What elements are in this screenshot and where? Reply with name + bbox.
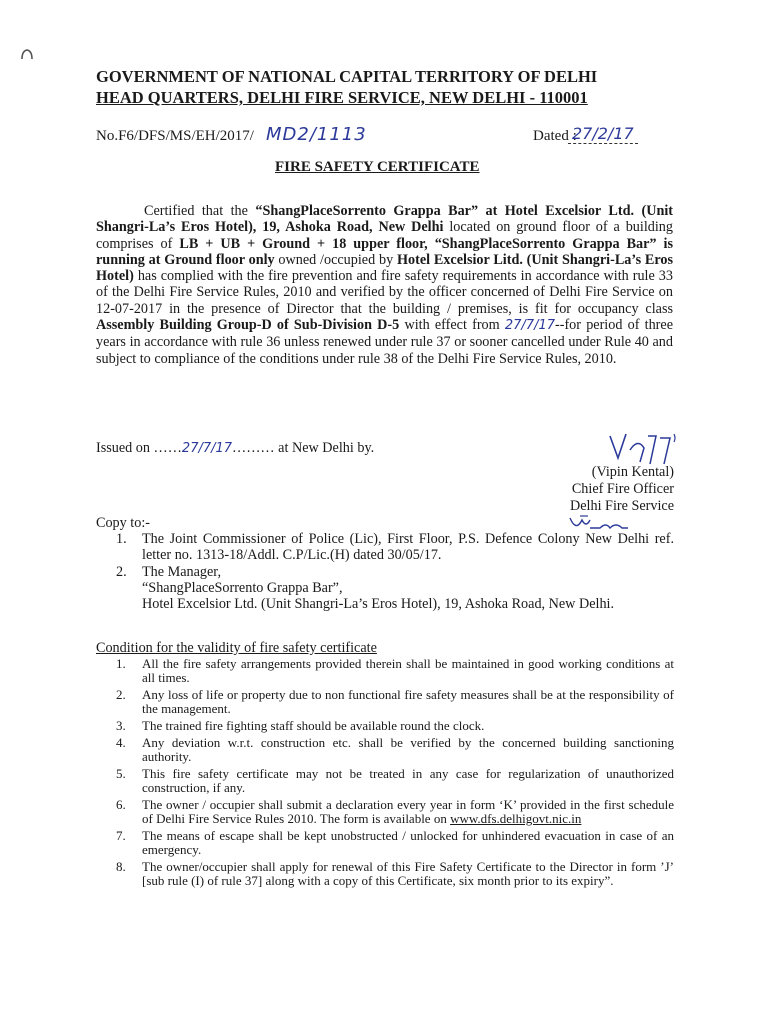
certificate-body (96, 203, 673, 367)
body-bold: LB + UB + Ground + 18 upper floor, “ShangPlaceSorrento Grappa Bar” is running at Ground floor only (96, 235, 673, 268)
letterhead (96, 66, 676, 108)
conditions-heading: Condition for the validity of fire safety certificate (96, 640, 377, 656)
list-text: Any loss of life or property due to non functional fire safety measures shall be at the responsibility of the management. (142, 687, 674, 717)
conditions-list (96, 657, 674, 891)
list-item (96, 767, 674, 796)
list-item (96, 829, 674, 858)
list-item (96, 531, 674, 564)
issued-suffix: ……… at New Delhi by. (232, 440, 375, 456)
copy-to-list (96, 531, 674, 612)
body-text: Certified that the (144, 203, 256, 219)
list-item (96, 688, 674, 717)
dated-handwritten: 27/2/17 (568, 124, 638, 144)
issued-prefix: Issued on …… (96, 440, 182, 456)
list-text: “ShangPlaceSorrento Grappa Bar”, (142, 579, 343, 596)
list-number: 4. (116, 734, 126, 750)
body-bold: “ShangPlaceSorrento Grappa Bar” at Hotel Excelsior Ltd. (Unit Shangri-La’s Eros Hotel), 19, Ashoka Road, New Delhi (96, 203, 673, 236)
list-item (96, 860, 674, 889)
issued-line (96, 440, 374, 457)
signatory-name: (Vipin Kental) (591, 464, 674, 480)
body-text: --for period of three years in accordance with rule 36 unless renewed under rule 37 or sooner cancelled under Rule 40 and subject to compliance of the conditions under rule 38 of the Delhi Fire Service Rules, 2010. (96, 317, 673, 367)
list-text: This fire safety certificate may not be treated in any case for regularization of unauthorized construction, if any. (142, 765, 674, 795)
dfs-website-link[interactable]: www.dfs.delhigovt.nic.in (450, 811, 582, 826)
list-item (96, 736, 674, 765)
list-number: 8. (116, 858, 126, 874)
list-number: 2. (116, 563, 127, 580)
dated-label: Dated : (533, 128, 577, 144)
list-item (96, 719, 674, 733)
list-number: 1. (116, 656, 126, 671)
body-bold: Hotel Excelsior Litd. (Unit Shangri-La’s Eros Hotel) (96, 251, 674, 285)
list-text: Any deviation w.r.t. construction etc. shall be verified by the concerned building sanctioning authority. (142, 734, 674, 764)
signatory-department: Delhi Fire Service (569, 498, 674, 514)
signatory-designation: Chief Fire Officer (571, 481, 674, 497)
document-title: FIRE SAFETY CERTIFICATE (275, 159, 480, 175)
reference-row (96, 124, 676, 150)
list-number: 3. (116, 718, 126, 733)
punch-hole-icon (20, 48, 34, 62)
reference-number-handwritten: MD2/1113 (266, 124, 367, 145)
list-number: 1. (116, 531, 127, 547)
list-text: The Joint Commissioner of Police (Lic), First Floor, P.S. Defence Colony New Delhi ref. letter no. 1313-18/Addl. C.P/Lic.(H) dated 30/05/17. (142, 531, 674, 564)
list-number: 6. (116, 796, 126, 812)
list-text: The trained fire fighting staff should be available round the clock. (142, 718, 485, 733)
list-number: 2. (116, 687, 126, 702)
issued-date-handwritten: 27/7/17 (181, 441, 233, 456)
body-text: located on ground floor of a building comprises of (96, 219, 673, 252)
reference-number: No.F6/DFS/MS/EH/2017/ (96, 128, 254, 144)
signatory-block (540, 464, 674, 515)
list-text: The owner / occupier shall submit a declaration every year in form ‘K’ provided in the first schedule of Delhi Fire Service Rules 2010. The form is available on (142, 796, 674, 826)
list-text: The means of escape shall be kept unobstructed / unlocked for unhindered evacuation in case of an emergency. (142, 827, 674, 857)
list-number: 7. (116, 827, 126, 843)
list-text: The owner/occupier shall apply for renewal of this Fire Safety Certificate to the Director in form ’J’ [sub rule (I) of rule 37] along with a copy of this Certificate, six month prior to its expiry”. (142, 858, 674, 888)
list-item (96, 564, 674, 613)
list-item (96, 798, 674, 827)
list-number: 5. (116, 765, 126, 781)
body-text: owned /occupied by (274, 251, 397, 268)
body-text: with effect from (399, 317, 505, 334)
list-item (96, 657, 674, 686)
body-text: has complied with the fire prevention and fire safety requirements in accordance with rule 33 of the Delhi Fire Service Rules, 2010 and verified by the officer concerned of Delhi Fire Service on 12-07-2017 in the presence of Director that the building / premises, is fit for occupancy class (96, 268, 673, 317)
effective-date-handwritten: 27/7/17 (504, 318, 555, 334)
copy-to-heading: Copy to:- (96, 515, 150, 531)
list-text: Hotel Excelsior Ltd. (Unit Shangri-La’s Eros Hotel), 19, Ashoka Road, New Delhi. (142, 596, 615, 613)
list-text: The Manager, (142, 563, 222, 580)
letterhead-office: HEAD QUARTERS, DELHI FIRE SERVICE, NEW DELHI - 110001 (96, 88, 588, 107)
list-text: All the fire safety arrangements provided therein shall be maintained in good working conditions at all times. (142, 656, 674, 686)
letterhead-government: GOVERNMENT OF NATIONAL CAPITAL TERRITORY OF DELHI (96, 67, 598, 86)
body-bold: Assembly Building Group-D of Sub-Division D-5 (96, 317, 400, 334)
